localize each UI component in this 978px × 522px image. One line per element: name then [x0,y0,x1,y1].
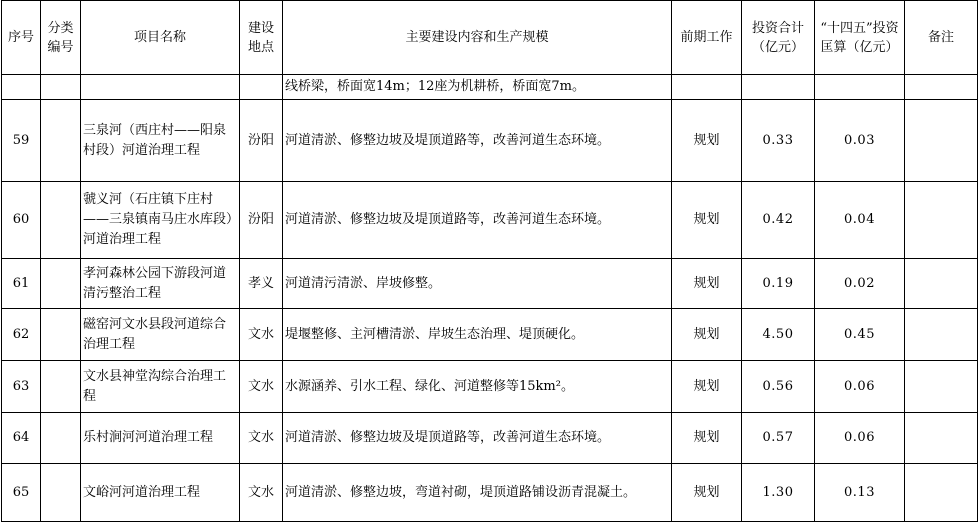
table-row [2,361,978,413]
cell-seq: 60 [2,182,41,259]
cell-content: 河道清淤、修整边坡及堤顶道路等，改善河道生态环境。 [283,182,672,259]
cell-location: 文水 [240,413,283,464]
project-table [1,0,978,522]
cell-fyp: 0.03 [815,100,905,182]
cell-fyp: 0.13 [815,464,905,522]
header-name: 项目名称 [81,1,240,75]
header-location: 建设地点 [240,1,283,75]
header-total: 投资合计（亿元） [742,1,815,75]
table-row [2,309,978,361]
header-content: 主要建设内容和生产规模 [283,1,672,75]
cell-content: 河道清污清淤、岸坡修整。 [283,259,672,309]
cell-remark [905,464,978,522]
cell-location: 文水 [240,309,283,361]
cell-fyp: 0.04 [815,182,905,259]
cell-location: 文水 [240,361,283,413]
cell-remark [905,182,978,259]
cell-fyp: 0.02 [815,259,905,309]
header-seq: 序号 [2,1,41,75]
cell-seq: 64 [2,413,41,464]
cell-content: 堤堰整修、主河槽清淤、岸坡生态治理、堤顶硬化。 [283,309,672,361]
cell-content: 河道清淤、修整边坡，弯道衬砌，堤顶道路铺设沥青混凝土。 [283,464,672,522]
cell-seq [2,75,41,100]
cell-prework: 规划 [672,413,742,464]
cell-remark [905,100,978,182]
cell-content: 河道清淤、修整边坡及堤顶道路等，改善河道生态环境。 [283,100,672,182]
cell-location: 汾阳 [240,100,283,182]
header-category: 分类编号 [41,1,81,75]
cell-prework: 规划 [672,259,742,309]
cell-category [41,259,81,309]
cell-content: 水源涵养、引水工程、绿化、河道整修等15km²。 [283,361,672,413]
header-fyp: “十四五”投资匡算（亿元） [815,1,905,75]
cell-seq: 59 [2,100,41,182]
cell-remark [905,75,978,100]
cell-total [742,75,815,100]
header-prework: 前期工作 [672,1,742,75]
cell-fyp: 0.06 [815,361,905,413]
cell-location: 文水 [240,464,283,522]
header-remark: 备注 [905,1,978,75]
header-row [2,1,978,75]
cell-content: 线桥梁，桥面宽14m；12座为机耕桥，桥面宽7m。 [283,75,672,100]
table-row [2,100,978,182]
cell-name: 孝河森林公园下游段河道清污整治工程 [81,259,240,309]
table-row [2,182,978,259]
cell-name: 虢义河（石庄镇下庄村——三泉镇南马庄水库段）河道治理工程 [81,182,240,259]
cell-prework: 规划 [672,464,742,522]
cell-name: 文水县神堂沟综合治理工程 [81,361,240,413]
cell-category [41,464,81,522]
cell-fyp: 0.45 [815,309,905,361]
cell-category [41,361,81,413]
cell-total: 0.56 [742,361,815,413]
cell-prework: 规划 [672,361,742,413]
cell-seq: 62 [2,309,41,361]
cell-fyp: 0.06 [815,413,905,464]
cell-name: 三泉河（西庄村——阳泉村段）河道治理工程 [81,100,240,182]
cell-category [41,413,81,464]
cell-category [41,182,81,259]
cell-total: 0.33 [742,100,815,182]
cell-name: 乐村涧河河道治理工程 [81,413,240,464]
table-row [2,464,978,522]
cell-total: 0.19 [742,259,815,309]
table-row [2,259,978,309]
cell-category [41,100,81,182]
cell-remark [905,413,978,464]
cell-prework: 规划 [672,100,742,182]
cell-prework [672,75,742,100]
cell-name [81,75,240,100]
cell-total: 1.30 [742,464,815,522]
cell-remark [905,361,978,413]
cell-seq: 61 [2,259,41,309]
cell-seq: 65 [2,464,41,522]
cell-total: 0.42 [742,182,815,259]
cell-category [41,75,81,100]
cell-seq: 63 [2,361,41,413]
cell-prework: 规划 [672,182,742,259]
cell-location: 孝义 [240,259,283,309]
cell-fyp [815,75,905,100]
cell-name: 文峪河河道治理工程 [81,464,240,522]
cell-total: 0.57 [742,413,815,464]
cell-location [240,75,283,100]
table-row [2,413,978,464]
cell-remark [905,309,978,361]
cell-content: 河道清淤、修整边坡及堤顶道路等，改善河道生态环境。 [283,413,672,464]
cell-location: 汾阳 [240,182,283,259]
continuation-row [2,75,978,100]
cell-category [41,309,81,361]
cell-prework: 规划 [672,309,742,361]
cell-total: 4.50 [742,309,815,361]
cell-remark [905,259,978,309]
cell-name: 磁窑河文水县段河道综合治理工程 [81,309,240,361]
